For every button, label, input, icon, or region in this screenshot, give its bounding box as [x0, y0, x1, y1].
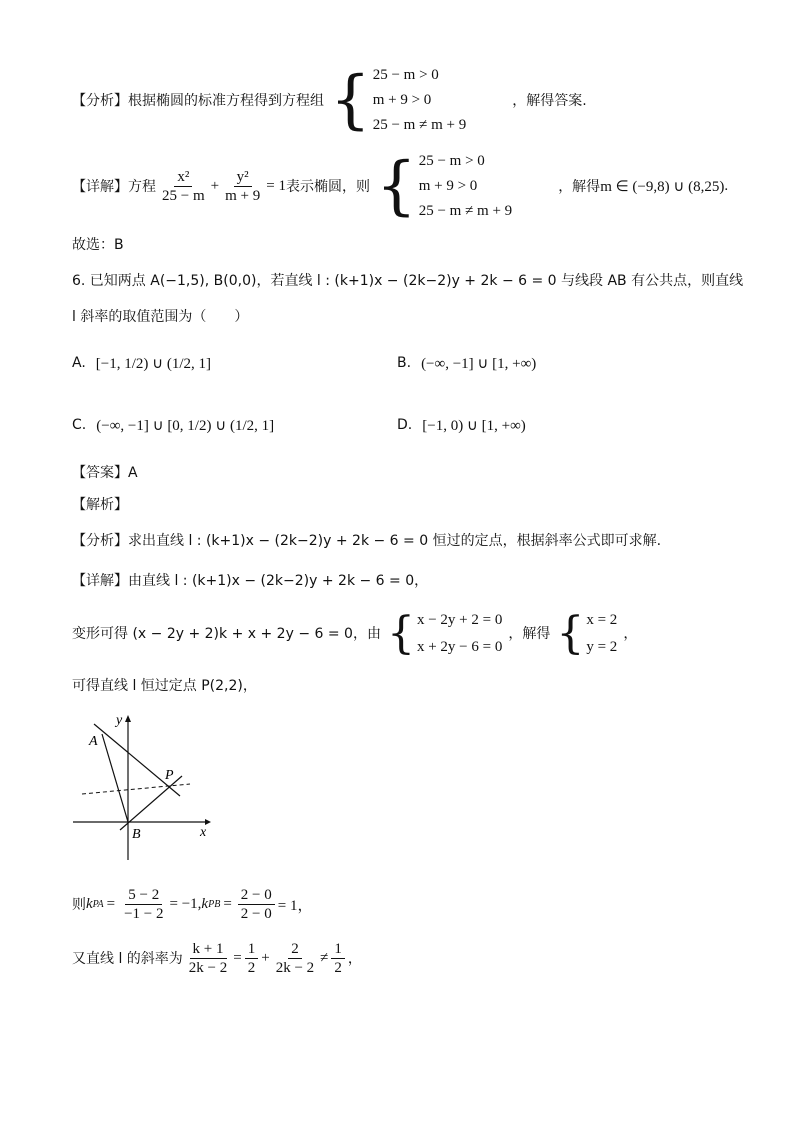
system-row: 25 − m ≠ m + 9 [418, 203, 513, 219]
slopes-pre: 则 [72, 897, 86, 913]
slope-l-line: 又直线 l 的斜率为 $\frac{k + 1}{2k - 2}$ = $\frac{1}{2}$ + $\frac{2}{2k - 2}$ ≠ $\frac{1}{2}$ ， [72, 940, 362, 976]
answer-line: 【答案】A [72, 465, 138, 481]
segment-ab [102, 734, 128, 822]
system-row: x − 2y + 2 = 0 [416, 611, 503, 628]
slope-l-pre: 又直线 l 的斜率为 [72, 951, 183, 967]
fraction [245, 940, 259, 977]
fraction-numerator: x² [174, 168, 192, 187]
option-c-label: C. [72, 417, 87, 433]
label-a: A [89, 734, 98, 749]
analysis-2 [72, 530, 661, 550]
fraction-denominator: 25 − m [162, 187, 205, 204]
choose-line: 故选：B [72, 237, 124, 253]
equation-system: { x − 2y + 2 = 0 x + 2y − 6 = 0 [386, 607, 503, 659]
k-symbol: k [201, 895, 209, 912]
detail-text: 由直线 l : (k+1)x − (2k−2)y + 2k − 6 = 0， [128, 573, 429, 589]
analysis-tag: 【分析】 [72, 533, 128, 549]
comma: ， [347, 951, 362, 967]
equation-system: { 25 − m > 0 m + 9 > 0 25 − m ≠ m + 9 [330, 63, 467, 137]
fraction-numerator: 2 − 0 [238, 886, 275, 905]
option-b[interactable] [397, 343, 536, 383]
k-symbol: k [86, 895, 93, 912]
k-subscript: PB [208, 898, 221, 910]
slopes-mid: = −1, [169, 895, 202, 912]
fraction [331, 940, 345, 977]
analysis-tail: ，解得答案. [512, 93, 587, 109]
option-b-label: B. [397, 355, 412, 371]
system-row: y = 2 [586, 638, 618, 655]
system-row: 25 − m > 0 [372, 67, 439, 83]
fraction-numerator: 5 − 2 [125, 886, 162, 905]
equals-one: = 1 [266, 177, 286, 194]
dashed-line [82, 784, 190, 794]
coordinate-figure [70, 712, 220, 862]
question-6-line-1: 6. 已知两点 A(−1,5), B(0,0)，若直线 l : (k+1)x − (2k−2)y + 2k − 6 = 0 与线段 AB 有公共点，则直线 [72, 273, 744, 289]
detail-result: m ∈ (−9,8) ∪ (8,25) [600, 178, 725, 195]
fraction-numerator: k + 1 [190, 940, 227, 959]
fraction [186, 940, 230, 977]
analysis-tag: 【分析】 [72, 93, 128, 109]
detail-tag: 【详解】 [72, 573, 128, 589]
detail-mid: 表示椭圆，则 [285, 179, 370, 195]
transform-pre: 变形可得 (x − 2y + 2)k + x + 2y − 6 = 0，由 [72, 626, 381, 642]
comma: ， [623, 626, 638, 642]
option-d-label: D. [397, 417, 413, 433]
solution-system: { x = 2 y = 2 [556, 607, 618, 659]
label-b: B [132, 827, 141, 842]
detail-tail: ，解得 [558, 179, 601, 195]
fraction-numerator: 1 [331, 940, 345, 959]
question-6-line-2: l 斜率的取值范围为（ ） [72, 309, 249, 325]
system-row: x = 2 [586, 611, 618, 628]
fraction [121, 886, 166, 923]
label-y: y [116, 713, 123, 728]
transform-mid: ，解得 [508, 626, 551, 642]
fraction [159, 168, 208, 205]
slopes-end: = 1， [277, 897, 313, 914]
fraction-denominator: −1 − 2 [124, 905, 164, 922]
option-a-label: A. [72, 355, 86, 371]
detail-tag: 【详解】 [72, 179, 128, 195]
fraction-numerator: 1 [245, 940, 259, 959]
analysis-text: 求出直线 l : (k+1)x − (2k−2)y + 2k − 6 = 0 恒过的定点，根据斜率公式即可求解. [128, 533, 662, 549]
option-c-text: (−∞, −1] ∪ [0, 1/2) ∪ (1/2, 1] [96, 417, 275, 434]
equation-system: { 25 − m > 0 m + 9 > 0 25 − m ≠ m + 9 [375, 149, 513, 223]
fraction [222, 168, 263, 205]
fraction-numerator: y² [234, 168, 252, 187]
fraction-denominator: m + 9 [225, 187, 261, 204]
y-axis-arrow [125, 715, 131, 722]
fraction [238, 886, 275, 923]
fraction [273, 940, 317, 977]
option-d[interactable] [397, 405, 526, 445]
label-x: x [200, 825, 207, 840]
fraction-denominator: 2 − 0 [240, 905, 272, 922]
fraction-denominator: 2 [247, 959, 256, 976]
analysis-1 [72, 62, 587, 138]
slopes-line: 则 k PA = $\frac{5 - 2}{-1 - 2}$ = −1, k PB = $\frac{2 - 0}{2 - 0}$ = 1， [72, 886, 313, 922]
system-row: m + 9 > 0 [418, 178, 478, 194]
option-d-text: [−1, 0) ∪ [1, +∞) [422, 417, 526, 434]
detail-2 [72, 570, 428, 590]
detail-1: 【详解】 方程 $\frac{\text{x²}}{25 - m}$ + $\frac{\text{y²}}{m + 9}$ = 1 表示椭圆，则 { 25 − m > 0 m + 9 > 0 25 − m ≠ m + 9 ，解得 m ∈ (−9,8) ∪ (8,25) . [72, 149, 729, 223]
fraction-denominator: 2 [334, 959, 342, 976]
transform-line [72, 608, 637, 658]
system-row: 25 − m > 0 [418, 153, 485, 169]
fixed-point-line: 可得直线 l 恒过定点 P(2,2)， [72, 678, 257, 694]
jiexi-line: 【解析】 [72, 497, 128, 513]
period: . [724, 177, 729, 194]
system-row: x + 2y − 6 = 0 [416, 638, 503, 655]
option-c[interactable] [72, 405, 274, 445]
detail-pre: 方程 [128, 179, 156, 195]
system-row: m + 9 > 0 [372, 92, 432, 108]
option-b-text: (−∞, −1] ∪ [1, +∞) [421, 355, 537, 372]
label-p: P [165, 768, 174, 783]
system-row: 25 − m ≠ m + 9 [372, 117, 467, 133]
analysis-text: 根据椭圆的标准方程得到方程组 [128, 93, 324, 109]
fraction-denominator: 2k − 2 [188, 959, 228, 976]
line-pa [94, 724, 180, 796]
option-a-text: [−1, 1/2) ∪ (1/2, 1] [95, 355, 212, 372]
k-subscript: PA [92, 898, 104, 910]
fraction-numerator: 2 [288, 940, 302, 959]
fraction-denominator: 2k − 2 [275, 959, 315, 976]
option-a[interactable] [72, 343, 211, 383]
